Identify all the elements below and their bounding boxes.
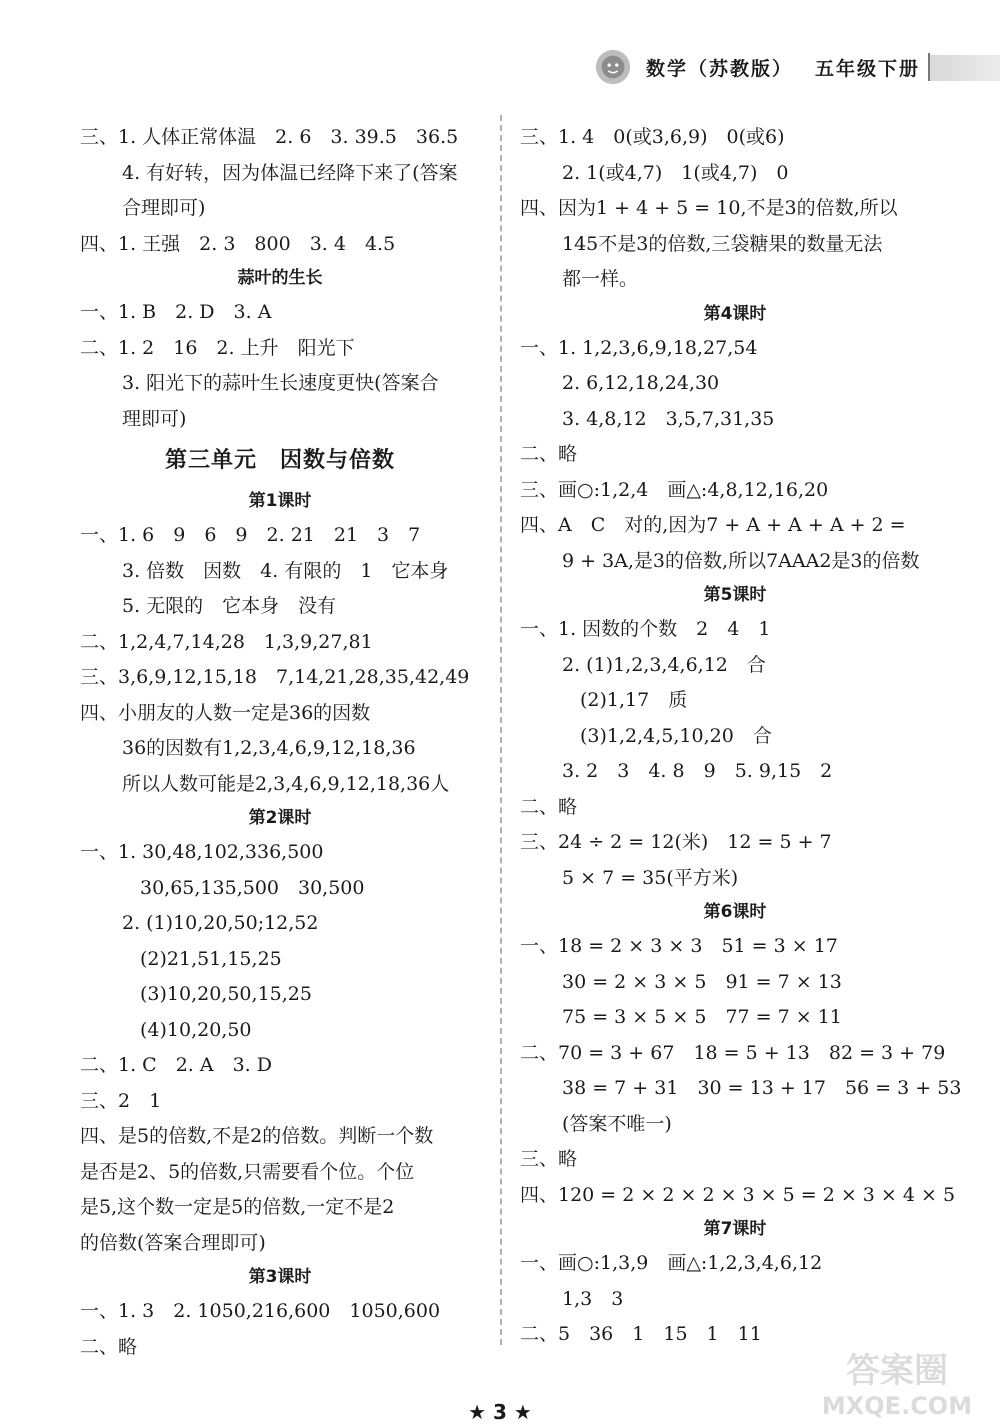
answer-line-indented: 36的因数有1,2,3,4,6,9,12,18,36 bbox=[122, 737, 416, 759]
answer-line: 三、略 bbox=[520, 1148, 578, 1170]
answer-line: 一、1. 1,2,3,6,9,18,27,54 bbox=[520, 336, 758, 359]
lesson-heading: 第6课时 bbox=[703, 902, 767, 922]
answer-line: 四、小朋友的人数一定是36的因数 bbox=[80, 701, 371, 724]
answer-line-indented: 理即可) bbox=[122, 407, 187, 430]
lesson-heading: 第1课时 bbox=[248, 491, 312, 511]
answer-line: 一、画○:1,3,9 画△:1,2,3,4,6,12 bbox=[520, 1252, 823, 1274]
header-separator bbox=[928, 53, 930, 81]
answer-line: 是否是2、5的倍数,只需要看个位。个位 bbox=[80, 1160, 415, 1183]
answer-line-indented: 2. (1)10,20,50;12,52 bbox=[122, 912, 319, 934]
answer-line: 一、1. B 2. D 3. A bbox=[80, 301, 272, 323]
answer-line-indented: 所以人数可能是2,3,4,6,9,12,18,36人 bbox=[122, 772, 450, 795]
answer-line: 一、1. 30,48,102,336,500 bbox=[80, 841, 324, 863]
answer-line: 四、1. 王强 2. 3 800 3. 4 4.5 bbox=[80, 232, 396, 255]
answer-line: 一、1. 3 2. 1050,216,600 1050,600 bbox=[80, 1300, 441, 1322]
answer-line-indented: 合理即可) bbox=[122, 197, 206, 219]
answer-line-indented: 1,3 3 bbox=[562, 1287, 624, 1310]
answer-line: 是5,这个数一定是5的倍数,一定不是2 bbox=[80, 1196, 395, 1218]
column-divider bbox=[500, 115, 502, 1345]
lesson-heading: 第5课时 bbox=[703, 585, 767, 605]
answer-line-indented: 30 = 2 × 3 × 5 91 = 7 × 13 bbox=[562, 970, 842, 993]
page-number: ★ 3 ★ bbox=[468, 1400, 532, 1424]
answer-line: 三、2 1 bbox=[80, 1089, 162, 1112]
header-subject: 数学（苏教版） bbox=[645, 57, 793, 80]
answer-line: 二、略 bbox=[80, 1335, 138, 1358]
answer-line: 一、1. 6 9 6 9 2. 21 21 3 7 bbox=[80, 524, 421, 546]
answer-line: 一、1. 因数的个数 2 4 1 bbox=[520, 618, 771, 640]
answer-line: 三、1. 4 0(或3,6,9) 0(或6) bbox=[520, 126, 785, 148]
answer-line-indented: 2. 1(或4,7) 1(或4,7) 0 bbox=[562, 161, 789, 184]
answer-line-indented: 3. 倍数 因数 4. 有限的 1 它本身 bbox=[122, 559, 449, 582]
answer-line-indented: 2. 6,12,18,24,30 bbox=[562, 372, 720, 394]
answer-line-indented: (4)10,20,50 bbox=[140, 1018, 252, 1041]
answer-line-indented: (3)10,20,50,15,25 bbox=[140, 983, 312, 1005]
answer-line-indented: 145不是3的倍数,三袋糖果的数量无法 bbox=[562, 232, 883, 255]
answer-line: 三、3,6,9,12,15,18 7,14,21,28,35,42,49 bbox=[80, 666, 470, 688]
answer-line-indented: 3. 4,8,12 3,5,7,31,35 bbox=[562, 407, 775, 430]
svg-text:答案圈: 答案圈 bbox=[846, 1351, 948, 1391]
answer-line: 三、画○:1,2,4 画△:4,8,12,16,20 bbox=[520, 478, 829, 501]
answer-line-indented: (答案不唯一) bbox=[562, 1112, 672, 1135]
answer-line: 二、5 36 1 15 1 11 bbox=[520, 1323, 762, 1345]
answer-line: 四、因为1 + 4 + 5 = 10,不是3的倍数,所以 bbox=[520, 197, 898, 219]
answer-line: 二、1. C 2. A 3. D bbox=[80, 1054, 272, 1076]
svg-text:MXQE.COM: MXQE.COM bbox=[821, 1392, 973, 1420]
answer-line: 二、略 bbox=[520, 443, 578, 465]
sun-mascot-icon bbox=[594, 48, 632, 86]
answer-line: 二、1,2,4,7,14,28 1,3,9,27,81 bbox=[80, 630, 373, 653]
answer-line-indented: 3. 阳光下的蒜叶生长速度更快(答案合 bbox=[122, 372, 439, 394]
answer-line-indented: 5 × 7 = 35(平方米) bbox=[562, 866, 739, 889]
answer-line-indented: 9 + 3A,是3的倍数,所以7AAA2是3的倍数 bbox=[562, 549, 920, 572]
answer-line-indented: 4. 有好转，因为体温已经降下来了(答案 bbox=[122, 161, 458, 184]
answer-line-indented: 75 = 3 × 5 × 5 77 = 7 × 11 bbox=[562, 1006, 842, 1028]
lesson-heading: 第7课时 bbox=[703, 1219, 767, 1239]
answer-line: 二、1. 2 16 2. 上升 阳光下 bbox=[80, 336, 355, 359]
watermark-logo bbox=[802, 1344, 992, 1422]
answer-line-indented: 38 = 7 + 31 30 = 13 + 17 56 = 3 + 53 bbox=[562, 1077, 962, 1099]
answer-line-indented: 30,65,135,500 30,500 bbox=[140, 876, 365, 899]
answer-line: 一、18 = 2 × 3 × 3 51 = 3 × 17 bbox=[520, 935, 838, 957]
unit-heading: 第三单元 因数与倍数 bbox=[164, 448, 395, 473]
answer-line-indented: (2)1,17 质 bbox=[580, 689, 688, 711]
answer-line-indented: (3)1,2,4,5,10,20 合 bbox=[580, 724, 772, 747]
answer-line-indented: 2. (1)1,2,3,4,6,12 合 bbox=[562, 653, 766, 676]
answer-line-indented: (2)21,51,15,25 bbox=[140, 947, 282, 970]
right-column bbox=[520, 120, 962, 1353]
answer-line: 二、70 = 3 + 67 18 = 5 + 13 82 = 3 + 79 bbox=[520, 1041, 946, 1064]
answer-line-indented: 5. 无限的 它本身 没有 bbox=[122, 595, 337, 617]
answer-line-indented: 都一样。 bbox=[562, 268, 639, 290]
answer-line-indented: 3. 2 3 4. 8 9 5. 9,15 2 bbox=[562, 760, 833, 782]
answer-line: 三、24 ÷ 2 = 12(米) 12 = 5 + 7 bbox=[520, 831, 832, 853]
left-column bbox=[80, 120, 480, 1365]
lesson-heading: 第2课时 bbox=[248, 808, 312, 828]
answer-line: 四、120 = 2 × 2 × 2 × 3 × 5 = 2 × 3 × 4 × 5 bbox=[520, 1183, 956, 1206]
header-grade: 五年级下册 bbox=[814, 57, 920, 80]
page-header bbox=[594, 42, 930, 92]
lesson-heading: 第3课时 bbox=[248, 1267, 312, 1287]
answer-line: 的倍数(答案合理即可) bbox=[80, 1231, 266, 1254]
header-band bbox=[930, 55, 1000, 81]
answer-line: 二、略 bbox=[520, 795, 578, 818]
answer-line: 四、是5的倍数,不是2的倍数。判断一个数 bbox=[80, 1125, 434, 1147]
answer-line: 四、A C 对的,因为7 + A + A + A + 2 = bbox=[520, 514, 906, 536]
lesson-heading: 蒜叶的生长 bbox=[237, 268, 323, 288]
lesson-heading: 第4课时 bbox=[703, 303, 767, 324]
answer-line: 三、1. 人体正常体温 2. 6 3. 39.5 36.5 bbox=[80, 126, 459, 148]
